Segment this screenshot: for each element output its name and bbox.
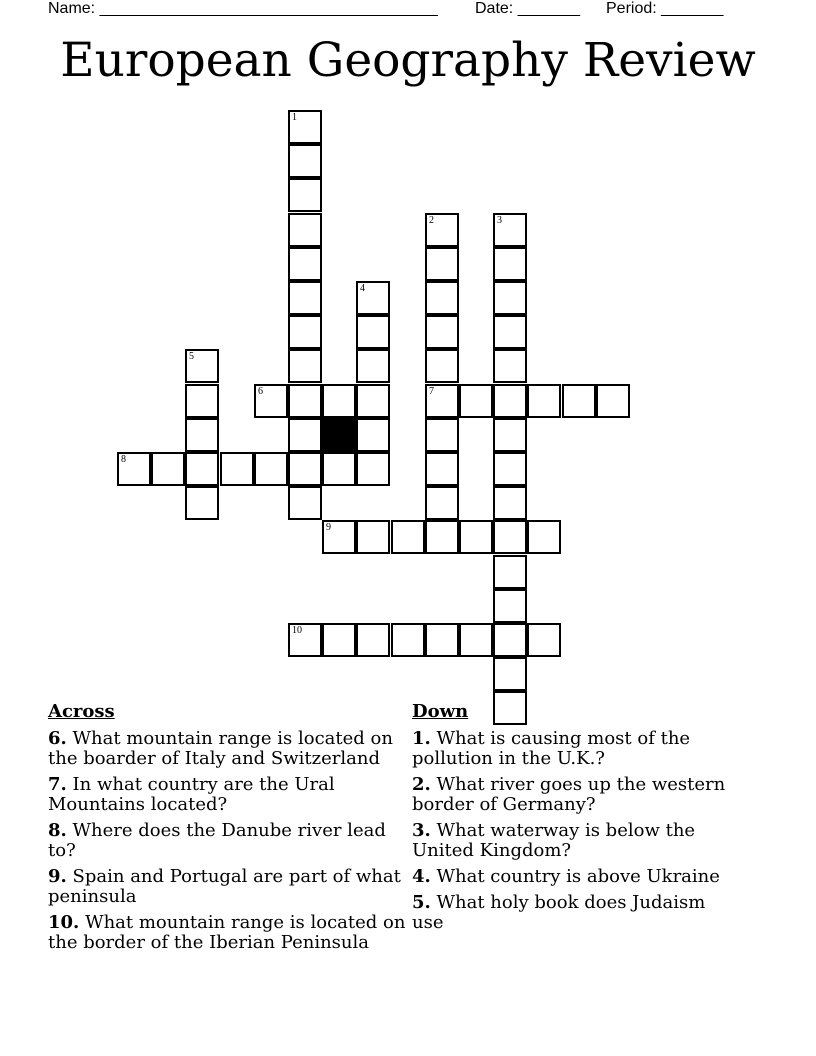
crossword-cell[interactable] [356,418,390,452]
crossword-cell[interactable] [185,384,219,418]
crossword-cell[interactable] [117,452,151,486]
clue-number: 2. [412,774,431,795]
clue-item [48,775,408,815]
crossword-cell[interactable] [356,623,390,657]
crossword-cell[interactable] [288,315,322,349]
crossword-cell[interactable] [322,623,356,657]
crossword-cell[interactable] [220,452,254,486]
crossword-cell[interactable] [322,520,356,554]
clue-number-label: 6 [258,386,263,397]
crossword-cell[interactable] [425,384,459,418]
crossword-cell[interactable] [493,657,527,691]
crossword-cell[interactable] [288,110,322,144]
clue-number: 10. [48,912,80,933]
crossword-cell[interactable] [391,623,425,657]
clue-number: 3. [412,820,431,841]
crossword-cell[interactable] [493,247,527,281]
crossword-cell[interactable] [493,384,527,418]
crossword-cell[interactable] [356,349,390,383]
clue-number-label: 3 [497,215,502,226]
clue-number-label: 1 [292,112,297,123]
blocked-cell [322,418,356,452]
crossword-cell[interactable] [425,315,459,349]
crossword-cell[interactable] [288,144,322,178]
crossword-cell[interactable] [459,623,493,657]
crossword-cell[interactable] [425,349,459,383]
crossword-cell[interactable] [459,384,493,418]
crossword-cell[interactable] [185,452,219,486]
clue-item [412,775,742,815]
crossword-cell[interactable] [356,281,390,315]
crossword-cell[interactable] [493,520,527,554]
crossword-cell[interactable] [254,384,288,418]
crossword-cell[interactable] [527,520,561,554]
crossword-cell[interactable] [493,486,527,520]
crossword-cell[interactable] [288,452,322,486]
down-heading: Down [412,701,469,722]
clue-item [48,821,408,861]
crossword-cell[interactable] [288,486,322,520]
crossword-cell[interactable] [425,213,459,247]
crossword-cell[interactable] [493,452,527,486]
clue-number-label: 2 [429,215,434,226]
clue-text: What holy book does Judaism use [412,892,706,933]
period-field[interactable]: Period: _______ [606,0,724,17]
clue-item [412,867,742,887]
clue-text: What is causing most of the pollution in the U.K.? [412,728,691,769]
crossword-cell[interactable] [356,452,390,486]
crossword-cell[interactable] [185,486,219,520]
clue-item [412,729,742,769]
clue-number-label: 9 [326,522,331,533]
clue-text: What waterway is below the United Kingdom? [412,820,696,861]
crossword-cell[interactable] [493,315,527,349]
clue-number: 7. [48,774,67,795]
crossword-cell[interactable] [356,315,390,349]
clue-number: 9. [48,866,67,887]
crossword-cell[interactable] [493,349,527,383]
crossword-cell[interactable] [288,418,322,452]
clue-text: What river goes up the western border of Germany? [412,774,726,815]
clue-number-label: 8 [121,454,126,465]
crossword-cell[interactable] [356,520,390,554]
name-field[interactable]: Name: ______________________________________ [48,0,438,17]
clue-number: 5. [412,892,431,913]
clue-number: 4. [412,866,431,887]
clue-number-label: 4 [360,283,365,294]
clue-number: 1. [412,728,431,749]
clue-item [48,729,408,769]
clue-item [412,821,742,861]
crossword-cell[interactable] [288,623,322,657]
crossword-cell[interactable] [288,178,322,212]
crossword-cell[interactable] [527,384,561,418]
crossword-cell[interactable] [151,452,185,486]
crossword-cell[interactable] [596,384,630,418]
crossword-cell[interactable] [425,452,459,486]
crossword-cell[interactable] [425,247,459,281]
crossword-cell[interactable] [493,213,527,247]
crossword-cell[interactable] [493,623,527,657]
crossword-cell[interactable] [425,623,459,657]
clue-text: What mountain range is located on the boarder of Italy and Switzerland [48,728,393,769]
across-clues [48,702,408,959]
date-field[interactable]: Date: _______ [475,0,580,17]
crossword-cell[interactable] [562,384,596,418]
clue-number: 6. [48,728,67,749]
crossword-cell[interactable] [425,520,459,554]
crossword-cell[interactable] [425,281,459,315]
crossword-cell[interactable] [527,623,561,657]
clue-text: In what country are the Ural Mountains located? [48,774,335,815]
clue-item [48,867,408,907]
crossword-cell[interactable] [356,384,390,418]
clue-item [48,913,408,953]
crossword-cell[interactable] [493,281,527,315]
clue-text: What mountain range is located on the border of the Iberian Peninsula [48,912,406,953]
crossword-cell[interactable] [493,555,527,589]
clue-number: 8. [48,820,67,841]
clue-number-label: 5 [189,351,194,362]
clue-item [412,893,742,933]
crossword-cell[interactable] [459,520,493,554]
page-title: European Geography Review [60,33,756,88]
crossword-cell[interactable] [493,418,527,452]
clue-number-label: 10 [292,625,302,636]
crossword-cell[interactable] [425,418,459,452]
crossword-cell[interactable] [425,486,459,520]
clue-text: Where does the Danube river lead to? [48,820,386,861]
crossword-cell[interactable] [185,418,219,452]
crossword-cell[interactable] [288,349,322,383]
crossword-cell[interactable] [288,281,322,315]
crossword-cell[interactable] [391,520,425,554]
clue-number-label: 7 [429,386,434,397]
crossword-cell[interactable] [254,452,288,486]
across-heading: Across [48,701,115,722]
crossword-cell[interactable] [288,247,322,281]
crossword-cell[interactable] [493,589,527,623]
crossword-cell[interactable] [322,452,356,486]
crossword-cell[interactable] [288,213,322,247]
clue-text: Spain and Portugal are part of what peninsula [48,866,401,907]
clue-text: What country is above Ukraine [436,866,720,887]
crossword-cell[interactable] [322,384,356,418]
down-clues [412,702,742,939]
crossword-cell[interactable] [288,384,322,418]
crossword-cell[interactable] [185,349,219,383]
